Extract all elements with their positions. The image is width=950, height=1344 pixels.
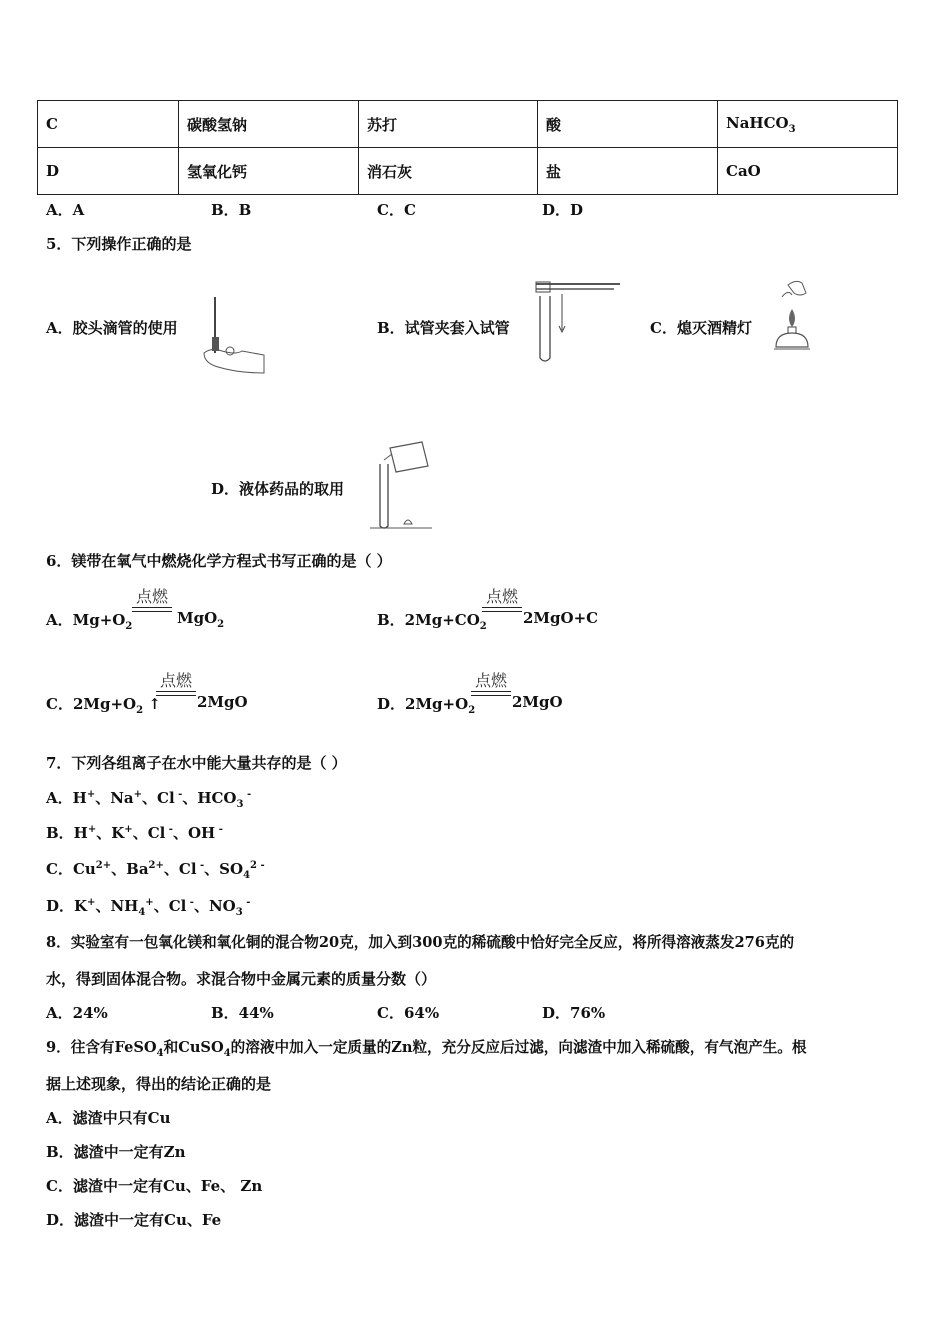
table-cell: 消石灰 (359, 148, 538, 195)
q4-option-b[interactable]: B．B (211, 201, 252, 219)
subscript: 4 (243, 870, 251, 881)
ion: 、Cl (153, 897, 187, 915)
table-cell: C (38, 101, 179, 148)
q7-option-a[interactable] (46, 787, 251, 810)
stem-text: 9．往含有FeSO (46, 1039, 157, 1056)
condition-label: 点燃 (485, 587, 518, 606)
charge: - (215, 824, 223, 835)
q4-option-d[interactable]: D．D (542, 201, 584, 219)
q6-option-d[interactable] (377, 693, 475, 716)
ion: D．K (46, 897, 88, 915)
q5-option-c[interactable]: C．熄灭酒精灯 (650, 319, 752, 337)
product: MgO (177, 609, 218, 627)
q8-stem-line2: 水，得到固体混合物。求混合物中金属元素的质量分数（） (46, 970, 437, 988)
q9-stem-line1 (46, 1036, 807, 1059)
subscript: 4 (138, 907, 146, 918)
q8-option-c[interactable]: C．64% (377, 1004, 440, 1022)
subscript: 2 (136, 705, 144, 716)
q9-option-a[interactable]: A．滤渣中只有Cu (46, 1109, 171, 1127)
q4-option-c[interactable]: C．C (377, 201, 416, 219)
condition-label: 点燃 (135, 587, 168, 606)
subscript: 4 (223, 1047, 231, 1059)
ion: 、NH (95, 897, 139, 915)
table-cell (718, 101, 898, 148)
q7-option-b[interactable] (46, 822, 223, 843)
equals-sign (482, 607, 522, 612)
subscript: 2 (125, 621, 133, 632)
table-row (38, 148, 898, 195)
charge: + (145, 897, 154, 908)
equation-right: 2MgO (197, 693, 248, 711)
charge: - (242, 897, 251, 908)
equation-right (177, 609, 224, 630)
q8-option-a[interactable]: A．24% (46, 1004, 108, 1022)
ion: C．Cu (46, 860, 96, 878)
charge: + (86, 789, 96, 800)
table-cell: 盐 (538, 148, 718, 195)
table-cell: D (38, 148, 179, 195)
ion: 、K (96, 824, 125, 842)
charge: 2 - (250, 860, 265, 871)
dropper-illustration (198, 295, 268, 377)
stem-text: 的溶液中加入一定质量的Zn粒，充分反应后过滤，向滤渣中加入稀硫酸，有气泡产生。根 (230, 1039, 807, 1056)
ion: 、SO (204, 860, 244, 878)
reaction-condition (471, 668, 511, 696)
ion: 、OH (172, 824, 216, 842)
reaction-condition (482, 584, 522, 612)
formula-subscript: 3 (788, 123, 796, 135)
table-cell: 酸 (538, 101, 718, 148)
charge: 2+ (95, 860, 112, 871)
equation-right: 2MgO+C (523, 609, 599, 627)
table-cell: 氢氧化钙 (179, 148, 359, 195)
charge: - (174, 789, 183, 800)
charge: - (243, 789, 252, 800)
equation-left: C．2Mg+O (46, 695, 137, 713)
gas-arrow-icon: ↑ (148, 695, 161, 713)
equals-sign (471, 691, 511, 696)
condition-label: 点燃 (159, 671, 192, 690)
q8-stem-line1: 8．实验室有一包氧化镁和氧化铜的混合物20克，加入到300克的稀硫酸中恰好完全反应，将所得溶液蒸发276克的 (46, 934, 795, 951)
q7-stem: 7．下列各组离子在水中能大量共存的是（ ） (46, 754, 347, 772)
equals-sign (132, 607, 172, 612)
table-cell: 苏打 (359, 101, 538, 148)
q9-option-c[interactable]: C．滤渣中一定有Cu、Fe、 Zn (46, 1177, 263, 1195)
q5-stem: 5．下列操作正确的是 (46, 235, 192, 253)
charge: - (165, 824, 173, 835)
subscript: 3 (236, 799, 244, 810)
subscript: 3 (235, 907, 243, 918)
equation-right: 2MgO (512, 693, 563, 711)
subscript: 2 (217, 619, 225, 630)
ion: 、Cl (163, 860, 197, 878)
q5-option-b[interactable]: B．试管夹套入试管 (377, 319, 510, 337)
q9-option-d[interactable]: D．滤渣中一定有Cu、Fe (46, 1211, 222, 1229)
equals-sign (156, 691, 196, 696)
charge: + (124, 824, 133, 835)
charge: + (133, 789, 143, 800)
subscript: 2 (468, 705, 476, 716)
compound-table (37, 100, 898, 195)
table-row (38, 101, 898, 148)
charge: + (87, 824, 97, 835)
alcohol-lamp-illustration (766, 279, 816, 359)
q6-option-c[interactable] (46, 693, 161, 716)
q7-option-d[interactable] (46, 895, 250, 918)
formula-text: CaO (726, 162, 761, 180)
ion: 、Na (95, 789, 134, 807)
q5-option-a[interactable]: A．胶头滴管的使用 (46, 319, 178, 337)
charge: - (186, 897, 194, 908)
charge: + (87, 897, 96, 908)
charge: - (196, 860, 205, 871)
reaction-condition (156, 668, 196, 696)
table-cell: 碳酸氢钠 (179, 101, 359, 148)
q7-option-c[interactable] (46, 858, 265, 881)
ion: 、Ba (111, 860, 149, 878)
ion: B．H (46, 824, 88, 842)
table-cell (718, 148, 898, 195)
reaction-condition (132, 584, 172, 612)
condition-label: 点燃 (474, 671, 507, 690)
equation-left: B．2Mg+CO (377, 611, 480, 629)
ion: 、Cl (132, 824, 166, 842)
subscript: 2 (479, 621, 487, 632)
q8-option-d[interactable]: D．76% (542, 1004, 606, 1022)
q6-stem: 6．镁带在氧气中燃烧化学方程式书写正确的是（ ） (46, 552, 392, 570)
ion: A．H (46, 789, 87, 807)
subscript: 4 (156, 1047, 164, 1059)
q8-option-b[interactable]: B．44% (211, 1004, 274, 1022)
q6-option-b[interactable] (377, 609, 487, 632)
ion: 、Cl (142, 789, 175, 807)
formula-text: NaHCO (726, 113, 789, 132)
equation-left: A．Mg+O (46, 611, 126, 629)
q4-option-a[interactable]: A．A (46, 201, 85, 219)
equation-left: D．2Mg+O (377, 695, 469, 713)
test-tube-clamp-illustration (534, 278, 624, 366)
q9-stem-line2: 据上述现象，得出的结论正确的是 (46, 1075, 272, 1093)
pour-liquid-illustration (370, 440, 434, 532)
q5-option-d[interactable]: D．液体药品的取用 (211, 480, 345, 498)
ion: 、NO (193, 897, 236, 915)
q6-option-a[interactable] (46, 609, 132, 632)
q9-option-b[interactable]: B．滤渣中一定有Zn (46, 1143, 186, 1161)
ion: 、HCO (182, 789, 237, 807)
charge: 2+ (148, 860, 164, 871)
stem-text: 和CuSO (163, 1039, 224, 1056)
